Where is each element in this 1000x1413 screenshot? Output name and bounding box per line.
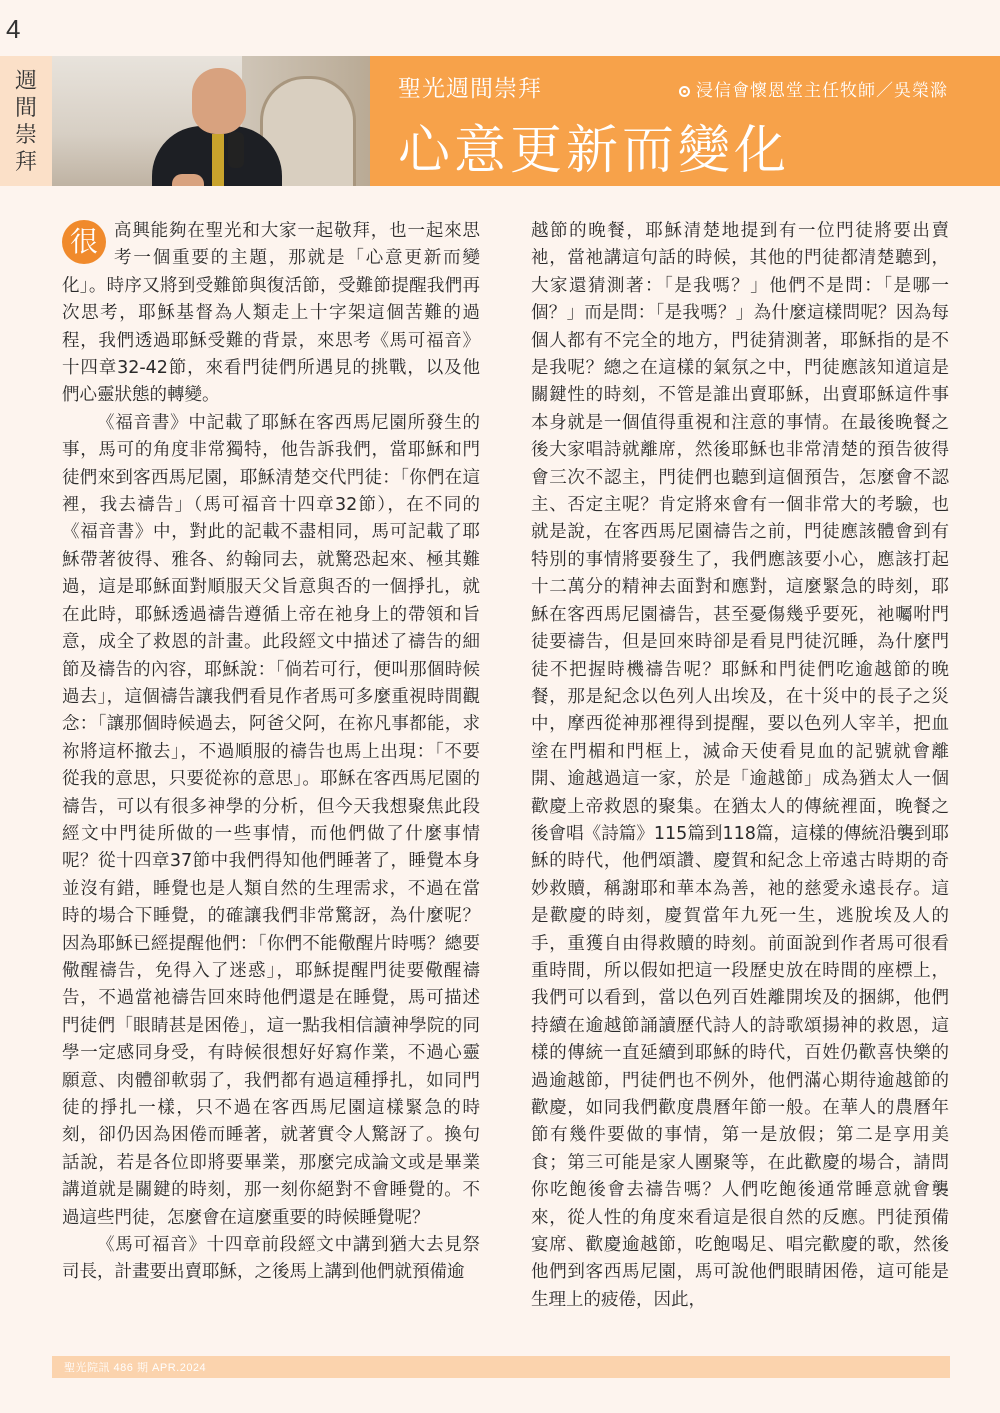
speaker-photo: [52, 56, 370, 186]
left-column: [62, 218, 480, 1287]
paragraph: 《福音書》中記載了耶穌在客西馬尼園所發生的事，馬可的角度非常獨特，他告訴我們，當耶穌和門徒們來到客西馬尼園，耶穌清楚交代門徒：「你們在這裡，我去禱告」（馬可福音十四章32節），在不同的《福音書》中，對此的記載不盡相同，馬可記載了耶穌帶著彼得、雅各、約翰同去，就驚恐起來、極其難過，這是耶穌面對順服天父旨意與否的一個掙扎，就在此時，耶穌透過禱告遵循上帝在祂身上的帶領和旨意，成全了救恩的計畫。此段經文中描述了禱告的細節及禱告的內容，耶穌說：「倘若可行，便叫那個時候過去」，這個禱告讓我們看見作者馬可多麼重視時間觀念：「讓那個時候過去，阿爸父阿，在祢凡事都能，求祢將這杯撤去」，不過順服的禱告也馬上出現：「不要從我的意思，只要從祢的意思」。耶穌在客西馬尼園的禱告，可以有很多神學的分析，但今天我想聚焦此段經文中門徒所做的一些事情，而他們做了什麼事情呢？從十四章37節中我們得知他們睡著了，睡覺本身並沒有錯，睡覺也是人類自然的生理需求，不過在當時的場合下睡覺，的確讓我們非常驚訝，為什麼呢？因為耶穌已經提醒他們：「你們不能儆醒片時嗎？總要儆醒禱告，免得入了迷惑」，耶穌提醒門徒要儆醒禱告，不過當祂禱告回來時他們還是在睡覺，馬可描述門徒們「眼睛甚是困倦」，這一點我相信讀神學院的同學一定感同身受，有時候很想好好寫作業，不過心靈願意、肉體卻軟弱了，我們都有過這種掙扎，如同門徒的掙扎一樣，只不過在客西馬尼園這樣緊急的時刻，卻仍因為困倦而睡著，就著實令人驚訝了。換句話說，若是各位即將要畢業，那麼完成論文或是畢業講道就是關鍵的時刻，那一刻你絕對不會睡覺的。不過這些門徒，怎麼會在這麼重要的時候睡覺呢？: [62, 412, 480, 1228]
section-tab-char: 週: [14, 69, 37, 94]
paragraph-text: 高興能夠在聖光和大家一起敬拜，也一起來思考一個重要的主題，那就是「心意更新而變化」。時序又將到受難節與復活節，受難節提醒我們再次思考，耶穌基督為人類走上十字架這個苦難的過程，我們透過耶穌受難的背景，來思考《馬可福音》十四章32-42節，來看門徒們所遇見的挑戰，以及他們心靈狀態的轉變。: [62, 221, 480, 406]
column-title: 聖光週間崇拜: [398, 76, 542, 102]
paragraph: 《馬可福音》十四章前段經文中講到猶大去見祭司長，計畫要出賣耶穌，之後馬上講到他們就預備逾: [62, 1235, 480, 1283]
issue-label: 聖光院訊 486 期 APR.2024: [64, 1362, 207, 1374]
article-title: 心意更新而變化: [398, 121, 791, 181]
bullet-icon: [679, 86, 690, 97]
paragraph: 越節的晚餐，耶穌清楚地提到有一位門徒將要出賣祂，當祂講這句話的時候，其他的門徒都清楚聽到，大家還猜測著：「是我嗎？」他們不是問：「是哪一個？」而是問：「是我嗎？」為什麼這樣問呢？因為每個人都有不完全的地方，門徒猜測著，耶穌指的是不是我呢？總之在這樣的氣氛之中，門徒應該知道這是關鍵性的時刻，不管是誰出賣耶穌，出賣耶穌這件事本身就是一個值得重視和注意的事情。在最後晚餐之後大家唱詩就離席，然後耶穌也非常清楚的預告彼得會三次不認主，門徒們也聽到這個預告，怎麼會不認主、否定主呢？肯定將來會有一個非常大的考驗，也就是說，在客西馬尼園禱告之前，門徒應該體會到有特別的事情將要發生了，我們應該要小心，應該打起十二萬分的精神去面對和應對，這麼緊急的時刻，耶穌在客西馬尼園禱告，甚至憂傷幾乎要死，祂囑咐門徒要禱告，但是回來時卻是看見門徒沉睡，為什麼門徒不把握時機禱告呢？耶穌和門徒們吃逾越節的晚餐，那是紀念以色列人出埃及，在十災中的長子之災中，摩西從神那裡得到提醒，要以色列人宰羊，把血塗在門楣和門框上，滅命天使看見血的記號就會離開、逾越過這一家，於是「逾越節」成為猶太人一個歡慶上帝救恩的聚集。在猶太人的傳統裡面，晚餐之後會唱《詩篇》115篇到118篇，這樣的傳統沿襲到耶穌的時代，他們頌讚、慶賀和紀念上帝遠古時期的奇妙救贖，稱謝耶和華本為善，祂的慈愛永遠長存。這是歡慶的時刻，慶賀當年九死一生，逃脫埃及人的手，重獲自由得救贖的時刻。前面說到作者馬可很看重時間，所以假如把這一段歷史放在時間的座標上，我們可以看到，當以色列百姓離開埃及的捆綁，他們持續在逾越節誦讀歷代詩人的詩歌頌揚神的救恩，這樣的傳統一直延續到耶穌的時代，百姓仍歡喜快樂的過逾越節，門徒們也不例外，他們滿心期待逾越節的歡慶，如同我們歡度農曆年節一般。在華人的農曆年節有幾件要做的事情，第一是放假；第二是享用美食；第三可能是家人團聚等，在此歡慶的場合，請問你吃飽後會去禱告嗎？人們吃飽後通常睡意就會襲來，從人性的角度來看這是很自然的反應。門徒預備宴席、歡慶逾越節，吃飽喝足、唱完歡慶的歌，然後他們到客西馬尼園，馬可說他們眼睛困倦，這可能是生理上的疲倦，因此，: [531, 221, 949, 1310]
drop-cap: 很: [62, 220, 106, 264]
section-tab-char: 拜: [14, 150, 37, 175]
paragraph: [62, 218, 480, 410]
right-column: [531, 218, 949, 1314]
author-name: 浸信會懷恩堂主任牧師／吳榮滁: [696, 81, 948, 101]
footer-bar: [52, 1356, 950, 1378]
author-byline: [679, 76, 948, 101]
section-tab-char: 間: [14, 96, 37, 121]
section-tab: [0, 56, 52, 186]
page-number: 4: [0, 0, 50, 52]
section-tab-char: 崇: [14, 123, 37, 148]
